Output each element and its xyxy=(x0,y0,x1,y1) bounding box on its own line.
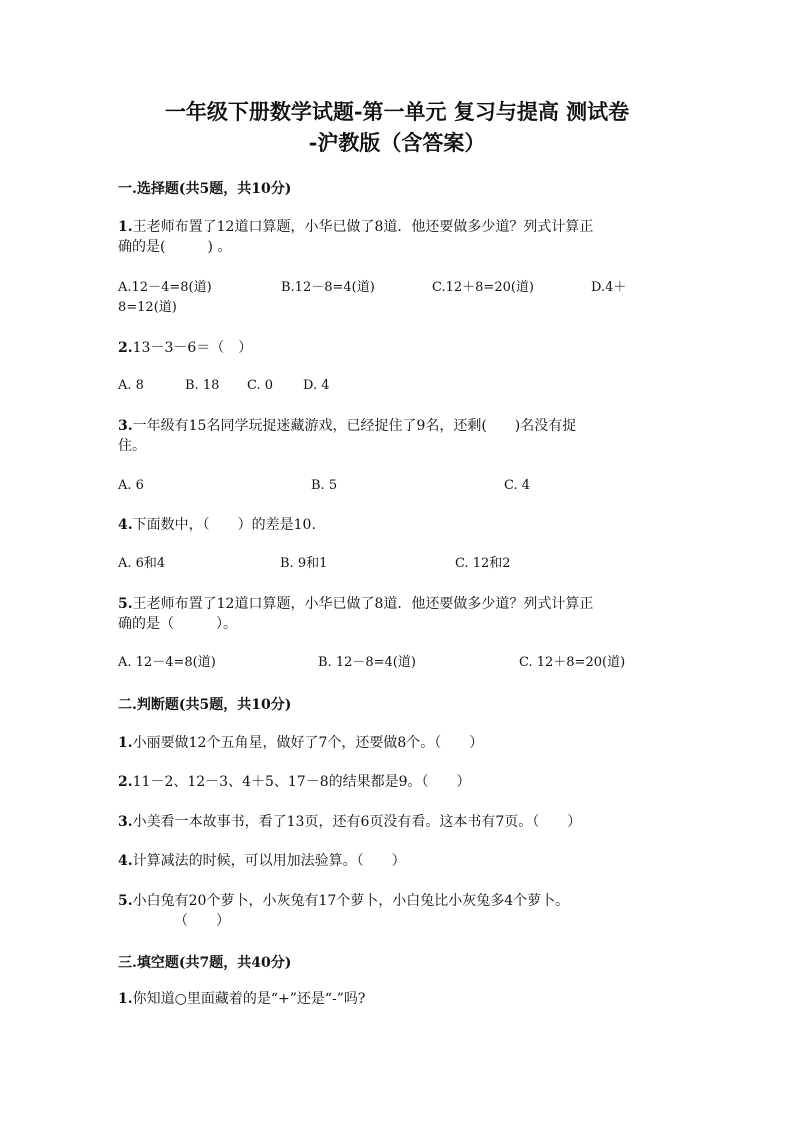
option-b[interactable]: B. 18 xyxy=(185,378,220,393)
option-d-cont: 8=12(道) xyxy=(118,300,177,315)
option-c[interactable]: C. 12和2 xyxy=(455,556,511,571)
question-text: 王老师布置了12道口算题，小华已做了8道．他还要做多少道？列式计算正 xyxy=(132,596,594,612)
option-a[interactable]: A. 6和4 xyxy=(118,556,166,571)
question-2 xyxy=(118,338,678,358)
question-text: 小白兔有20个萝卜，小灰兔有17个萝卜，小白兔比小灰兔多4个萝卜。 xyxy=(132,893,570,909)
title-line-2: -沪教版（含答案） xyxy=(308,130,486,155)
question-text-cont: （ ） xyxy=(174,913,230,929)
judge-3 xyxy=(118,812,678,832)
option-b[interactable]: B. 9和1 xyxy=(280,556,328,571)
question-number: 1. xyxy=(118,219,133,235)
section-heading-judge: 二.判断题(共5题，共10分) xyxy=(118,697,292,713)
question-number: 2. xyxy=(118,774,133,790)
option-a[interactable]: A. 6 xyxy=(118,478,144,493)
option-c[interactable]: C. 4 xyxy=(504,478,531,493)
question-text-cont: 确的是( ) 。 xyxy=(118,239,232,255)
question-number: 4. xyxy=(118,853,133,869)
question-text: 一年级有15名同学玩捉迷藏游戏，已经捉住了9名，还剩( )名没有捉 xyxy=(132,418,577,434)
question-number: 1. xyxy=(118,735,133,751)
section-heading-fill: 三.填空题(共7题，共40分) xyxy=(118,955,292,971)
judge-4 xyxy=(118,851,678,871)
question-number: 4. xyxy=(118,517,133,533)
option-b[interactable]: B. 12－8=4(道) xyxy=(318,655,416,670)
section-heading-choice: 一.选择题(共5题，共10分) xyxy=(118,181,292,197)
question-text: 13－3－6＝（ ） xyxy=(132,340,253,356)
question-4 xyxy=(118,515,678,535)
question-3 xyxy=(118,416,678,456)
option-d[interactable]: D.4＋ xyxy=(591,280,627,295)
question-5 xyxy=(118,594,678,634)
question-text: 11－2、12－3、4＋5、17－8的结果都是9。（ ） xyxy=(132,774,471,790)
page-title xyxy=(100,96,694,158)
option-b[interactable]: B. 5 xyxy=(311,478,338,493)
question-number: 2. xyxy=(118,340,133,356)
judge-5 xyxy=(118,891,678,931)
question-number: 5. xyxy=(118,893,133,909)
question-number: 3. xyxy=(118,814,133,830)
question-text: 你知道○里面藏着的是“+”还是“-”吗? xyxy=(132,991,366,1007)
fill-1 xyxy=(118,989,678,1009)
judge-2 xyxy=(118,772,678,792)
question-number: 5. xyxy=(118,596,133,612)
judge-1 xyxy=(118,733,678,753)
option-c[interactable]: C. 0 xyxy=(247,378,274,393)
question-text: 小丽要做12个五角星，做好了7个，还要做8个。（ ） xyxy=(132,735,484,751)
option-a[interactable]: A. 12－4=8(道) xyxy=(118,655,216,670)
title-line-1: 一年级下册数学试题-第一单元 复习与提高 测试卷 xyxy=(164,99,630,124)
option-a[interactable]: A. 8 xyxy=(118,378,144,393)
option-a[interactable]: A.12－4=8(道) xyxy=(118,280,212,295)
option-b[interactable]: B.12－8=4(道) xyxy=(281,280,375,295)
option-c[interactable]: C. 12＋8=20(道) xyxy=(519,655,626,670)
question-text-cont: 住。 xyxy=(118,438,146,454)
question-text: 小美看一本故事书，看了13页，还有6页没有看。这本书有7页。（ ） xyxy=(132,814,582,830)
question-text: 计算减法的时候，可以用加法验算。（ ） xyxy=(132,853,406,869)
option-d[interactable]: D. 4 xyxy=(303,378,330,393)
question-text-cont: 确的是（ ）。 xyxy=(118,616,237,632)
question-number: 1. xyxy=(118,991,133,1007)
question-text: 下面数中，（ ）的差是10. xyxy=(132,517,316,533)
option-c[interactable]: C.12＋8=20(道) xyxy=(432,280,535,295)
question-text: 王老师布置了12道口算题，小华已做了8道．他还要做多少道？列式计算正 xyxy=(132,219,594,235)
question-number: 3. xyxy=(118,418,133,434)
question-1 xyxy=(118,217,678,257)
